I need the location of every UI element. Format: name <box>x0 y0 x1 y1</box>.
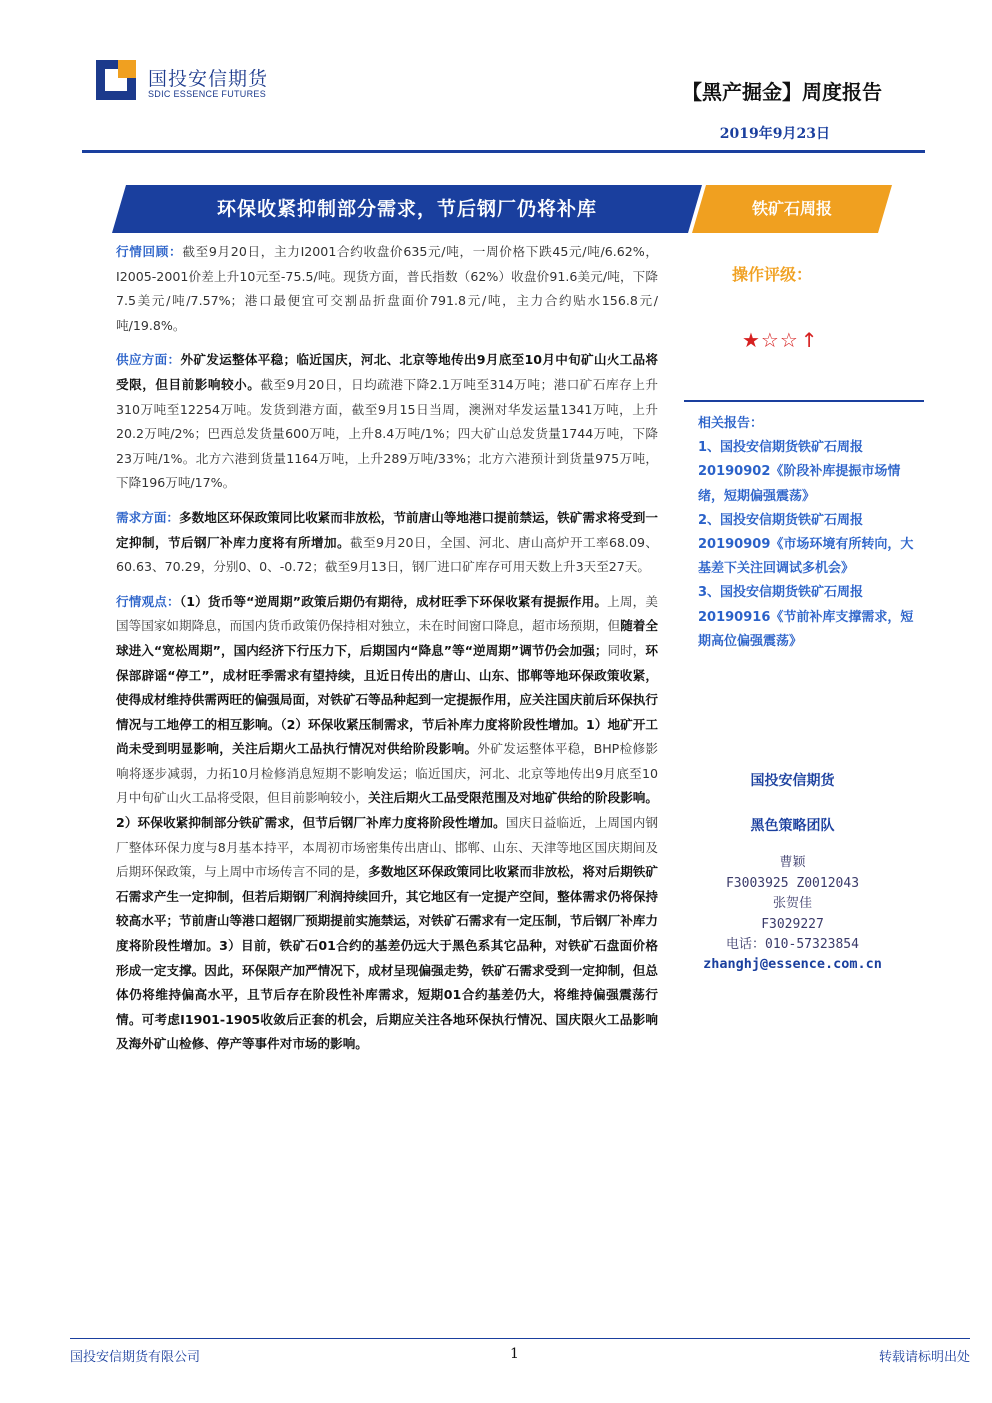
analyst-2-license: F3029227 <box>761 916 824 932</box>
sidebar-divider <box>684 400 924 402</box>
rating-stars <box>742 328 819 352</box>
related-reports-title: 相关报告： <box>698 416 764 431</box>
logo-chinese-name: 国投安信期货 <box>148 68 269 90</box>
view-text-2: 同时， <box>607 642 646 658</box>
demand-text: 截至9月20日，全国、河北、唐山高炉开工率68.09、60.63、70.29，分别0、0、-0.72；截至9月13日，钢厂进口矿库存可用天数上升3天至27天。 <box>116 534 659 575</box>
footer-note: 转载请标明出处 <box>878 1350 970 1365</box>
supply-paragraph <box>116 348 658 496</box>
demand-paragraph <box>116 506 658 580</box>
market-view-paragraph <box>116 590 658 1057</box>
demand-highlight: 多数地区环保政策同比收紧而非放松，节前唐山等地港口提前禁运，铁矿需求将受到一定抑制，节后钢厂补库力度将有所增加。 <box>116 509 659 550</box>
category-label: 铁矿石周报 <box>751 199 832 218</box>
category-tag <box>692 185 892 233</box>
view-text-1: 上周，美国等国家如期降息，而国内货币政策仍保持相对独立，未在时间窗口降息，超市场预期，但 <box>116 593 659 634</box>
report-type: 【黑产掘金】周度报告 <box>682 80 882 104</box>
view-bold-3: 环保部辟谣“停工”，成材旺季需求有望持续，且近日传出的唐山、山东、邯郸等地环保政策收紧，使得成材维持供需两旺的偏强局面，对铁矿石等品种起到一定提振作用，应关注国庆前后环保执行情况与工地停工的相互影响。（2）环保收紧压制需求，节后补库力度将阶段性增加。1）地矿开工尚未受到明显影响，关注后期火工品执行情况对供给阶段影响。 <box>116 642 658 757</box>
title-banner <box>112 185 702 233</box>
view-bold-4: 关注后期火工品受限范围及对地矿供给的阶段影响。2）环保收紧抑制部分铁矿需求，但节后钢厂补库力度将阶段性增加。 <box>116 790 659 831</box>
analyst-info <box>690 853 895 956</box>
report-title: 环保收紧抑制部分需求，节后钢厂仍将补库 <box>216 198 597 220</box>
market-review-label: 行情回顾： <box>116 244 183 259</box>
rating-label: 操作评级： <box>732 265 813 284</box>
up-arrow-icon: ↑ <box>800 328 819 352</box>
market-review-paragraph <box>116 240 658 338</box>
view-text-4: 国庆日益临近，上周国内钢厂整体环保力度与8月基本持平，本周初市场密集传出唐山、邯郸、山东、天津等地区国庆期间及后期环保政策，与上周中市场传言不同的是， <box>116 815 659 880</box>
report-date: 2019年9月23日 <box>719 126 830 142</box>
contact-phone: 电话：010-57323854 <box>726 937 859 952</box>
analyst-2-name: 张贺佳 <box>772 896 812 911</box>
logo-mark-icon <box>96 60 136 100</box>
header-divider <box>82 150 925 153</box>
logo-english-name: SDIC ESSENCE FUTURES <box>148 89 267 99</box>
supply-label: 供应方面： <box>116 352 181 368</box>
star-rating-icon: ★☆☆ <box>742 328 799 352</box>
company-logo <box>96 60 296 104</box>
analyst-1-license: F3003925 Z0012043 <box>725 875 860 891</box>
demand-label: 需求方面： <box>116 509 180 525</box>
related-report-item[interactable]: 3、国投安信期货铁矿石周报20190916《节前补库支撑需求，短期高位偏强震荡》 <box>698 585 914 649</box>
related-reports <box>698 412 923 654</box>
analyst-1-name: 曹颖 <box>779 855 806 870</box>
view-text-3: 外矿发运整体平稳，BHP检修影响将逐步减弱，力拓10月检修消息短期不影响发运；临近国庆，河北、北京等地传出9月底至10月中旬矿山火工品将受限，但目前影响较小， <box>116 741 658 806</box>
market-review-text: 截至9月20日，主力I2001合约收盘价635元/吨，一周价格下跌45元/吨/6.62%，I2005-2001价差上升10元至-75.5/吨。现货方面，普氏指数（62%）收盘价91.6美元/吨，下降7.5美元/吨/7.57%；港口最便宜可交割品折盘面价791.8元/吨，主力合约贴水156.8元/吨/19.8%。 <box>116 244 658 333</box>
market-view-label: 行情观点： <box>116 593 180 609</box>
view-bold-5: 多数地区环保政策同比收紧而非放松，将对后期铁矿石需求产生一定抑制，但若后期钢厂利润持续回升，其它地区有一定提产空间，整体需求仍将保持较高水平；节前唐山等港口超钢厂预期提前实施禁运，对铁矿石需求有一定压制，节后钢厂补库力度将阶段性增加。3）目前，铁矿石01合约的基差仍远大于黑色系其它品种，对铁矿石盘面价格形成一定支撑。因此，环保限产加严情况下，成材呈现偏强走势，铁矿石需求受到一定抑制，但总体仍将维持偏高水平，且节后存在阶段性补库需求，短期01合约基差仍大，将维持偏强震荡行情。可考虑I1901-1905收敛后正套的机会，后期应关注各地环保执行情况、国庆限火工品影响及海外矿山检修、停产等事件对市场的影响。 <box>116 864 659 1052</box>
main-content <box>116 240 658 1067</box>
supply-text: 截至9月20日，日均疏港下降2.1万吨至314万吨；港口矿石库存上升310万吨至12254万吨。发货到港方面，截至9月15日当周，澳洲对华发运量1341万吨，上升20.2万吨/2%；巴西总发货量600万吨，上升8.4万吨/1%；四大矿山总发货量1744万吨，下降23万吨/1%。北方六港到货量1164万吨，上升289万吨/33%；北方六港预计到货量975万吨，下降196万吨/17%。 <box>116 376 659 491</box>
related-report-item[interactable]: 2、国投安信期货铁矿石周报20190909《市场环境有所转向，大基差下关注回调试多机会》 <box>698 512 914 577</box>
view-bold-2: 随着全球进入“宽松周期”，国内经济下行压力下，后期国内“降息”等“逆周期”调节仍会加强； <box>116 618 659 658</box>
contact-email[interactable]: zhanghj@essence.com.cn <box>703 956 882 972</box>
related-report-item[interactable]: 1、国投安信期货铁矿石周报20190902《阶段补库提振市场情绪，短期偏强震荡》 <box>698 440 901 504</box>
footer-company: 国投安信期货有限公司 <box>70 1350 201 1365</box>
view-bold-1: （1）货币等“逆周期”政策后期仍有期待，成材旺季下环保收紧有提振作用。 <box>179 593 608 609</box>
sidebar-company: 国投安信期货 <box>750 773 835 789</box>
supply-highlight: 外矿发运整体平稳；临近国庆，河北、北京等地传出9月底至10月中旬矿山火工品将受限，但目前影响较小。 <box>116 352 659 392</box>
page-number: 1 <box>510 1346 519 1362</box>
sidebar-team: 黑色策略团队 <box>750 818 835 834</box>
footer-divider <box>70 1338 970 1339</box>
